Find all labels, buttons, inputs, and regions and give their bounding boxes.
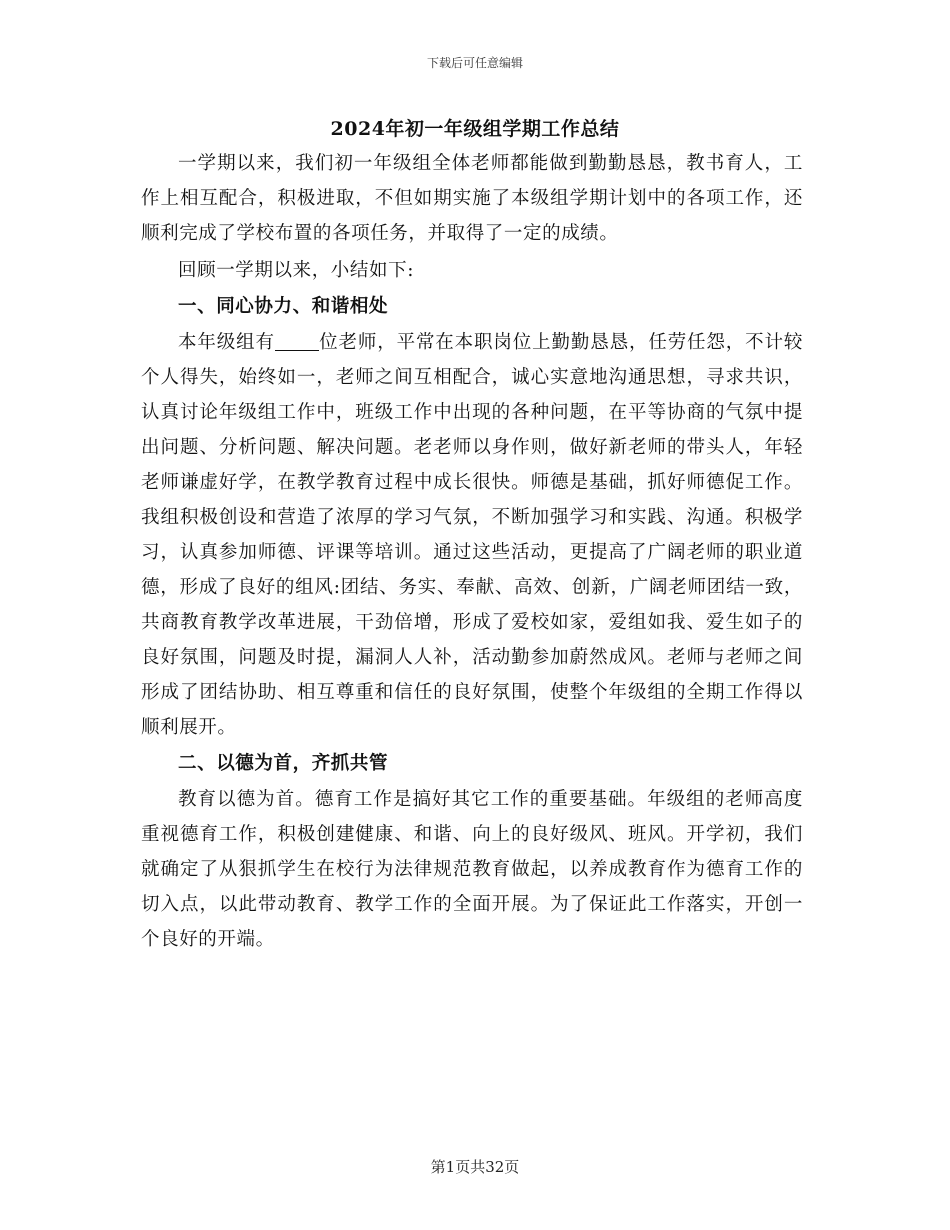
intro-paragraph: 一学期以来，我们初一年级组全体老师都能做到勤勤恳恳，教书育人，工作上相互配合，积极进取，不但如期实施了本级组学期计划中的各项工作，还顺利完成了学校布置的各项任务，并取得了一定的成绩。 — [141, 153, 803, 244]
page-footer: 第1页共32页 — [430, 1158, 520, 1176]
document-body — [141, 146, 803, 957]
section1-text-after-blank: 位老师，平常在本职岗位上勤勤恳恳，任劳任怨，不计较个人得失，始终如一，老师之间互相配合，诚心实意地沟通思想，寻求共识，认真讨论年级组工作中，班级工作中出现的各种问题，在平等协商的气氛中提出问题、分析问题、解决问题。老老师以身作则，做好新老师的带头人，年轻老师谦虚好学，在教学教育过程中成长很快。师德是基础，抓好师德促工作。我组积极创设和营造了浓厚的学习气氛，不断加强学习和实践、沟通。积极学习，认真参加师德、评课等培训。通过这些活动，更提高了广阔老师的职业道德，形成了良好的组风:团结、务实、奉献、高效、创新，广阔老师团结一致，共商教育教学改革进展，干劲倍增，形成了爱校如家，爱组如我、爱生如子的良好氛围，问题及时提，漏洞人人补，活动勤参加蔚然成风。老师与老师之间形成了团结协助、相互尊重和信任的良好氛围，使整个年级组的全期工作得以顺利展开。 — [141, 332, 803, 738]
section1-heading: 一、同心协力、和谐相处 — [178, 296, 389, 317]
document-title: 2024年初一年级组学期工作总结 — [330, 118, 620, 140]
header-note: 下载后可任意编辑 — [426, 56, 523, 70]
section2-paragraph: 教育以德为首。德育工作是搞好其它工作的重要基础。年级组的老师高度重视德育工作，积极创建健康、和谐、向上的良好级风、班风。开学初，我们就确定了从狠抓学生在校行为法律规范教育做起，以养成教育作为德育工作的切入点，以此带动教育、教学工作的全面开展。为了保证此工作落实，开创一个良好的开端。 — [141, 789, 803, 950]
review-paragraph: 回顾一学期以来，小结如下: — [178, 260, 415, 281]
section1-text-before-blank: 本年级组有 — [178, 332, 275, 353]
fill-in-blank — [275, 334, 319, 351]
section2-heading: 二、以德为首，齐抓共管 — [178, 753, 389, 774]
section1-paragraph — [141, 325, 803, 745]
